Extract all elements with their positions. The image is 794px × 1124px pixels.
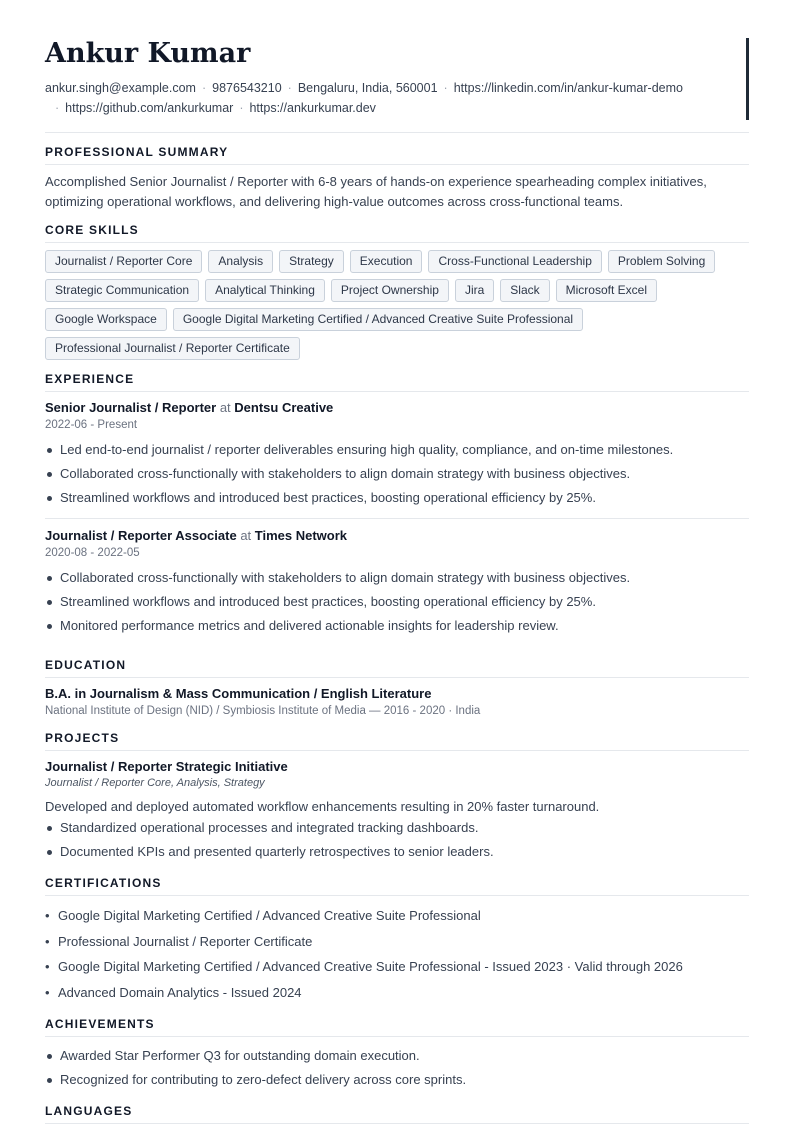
education-section: [45, 658, 749, 719]
job-entry: [45, 399, 749, 518]
contact-separator: ·: [287, 81, 292, 95]
certification-item: • Professional Journalist / Reporter Certificate: [45, 929, 749, 955]
achievements-list: [45, 1044, 749, 1092]
section-title: EXPERIENCE: [45, 372, 749, 392]
skill-chip: Microsoft Excel: [556, 279, 657, 302]
skill-chip: Google Digital Marketing Certified / Advanced Creative Suite Professional: [173, 308, 583, 331]
job-bullet: Collaborated cross-functionally with stakeholders to align domain strategy with business objectives.: [45, 462, 749, 486]
job-company: Times Network: [254, 528, 348, 543]
achievements-section: [45, 1017, 749, 1092]
section-title: LANGUAGES: [45, 1104, 749, 1124]
job-entry: [45, 518, 749, 646]
skill-chip: Google Workspace: [45, 308, 167, 331]
contact-separator: ·: [239, 101, 244, 115]
contact-separator: ·: [55, 101, 60, 115]
projects-section: [45, 731, 749, 864]
section-title: PROJECTS: [45, 731, 749, 751]
skill-chip: Analytical Thinking: [205, 279, 325, 302]
achievement-item: Recognized for contributing to zero-defect delivery across core sprints.: [45, 1068, 749, 1092]
website-link[interactable]: https://ankurkumar.dev: [249, 101, 376, 115]
job-dates: 2022-06 - Present: [45, 419, 138, 431]
summary-section: [45, 145, 749, 211]
skills-list: [45, 250, 749, 360]
phone-number: 9876543210: [212, 81, 282, 95]
job-bullet: Led end-to-end journalist / reporter deliverables ensuring high quality, compliance, and on-time milestones.: [45, 438, 749, 462]
job-at-word: at: [240, 528, 252, 543]
job-role: Journalist / Reporter Associate: [45, 528, 237, 543]
github-link[interactable]: https://github.com/ankurkumar: [65, 101, 234, 115]
job-heading: [45, 399, 749, 417]
skill-chip: Analysis: [208, 250, 273, 273]
location: Bengaluru, India, 560001: [297, 81, 438, 95]
skill-chip: Journalist / Reporter Core: [45, 250, 202, 273]
candidate-name: Ankur Kumar: [45, 38, 251, 69]
job-bullets: [45, 438, 749, 510]
job-bullets: [45, 566, 749, 638]
job-dates: 2020-08 - 2022-05: [45, 547, 140, 559]
certifications-list: [45, 903, 749, 1005]
achievement-item: Awarded Star Performer Q3 for outstanding domain execution.: [45, 1044, 749, 1068]
job-bullet: Monitored performance metrics and delivered actionable insights for leadership review.: [45, 614, 749, 638]
skills-section: [45, 223, 749, 360]
skill-chip: Professional Journalist / Reporter Certificate: [45, 337, 300, 360]
job-role: Senior Journalist / Reporter: [45, 400, 217, 415]
contact-info: [45, 78, 729, 98]
project-title: Journalist / Reporter Strategic Initiative: [45, 759, 288, 774]
job-bullet: Collaborated cross-functionally with stakeholders to align domain strategy with business objectives.: [45, 566, 749, 590]
degree-title: B.A. in Journalism & Mass Communication / English Literature: [45, 686, 432, 701]
skill-chip: Slack: [500, 279, 549, 302]
skill-chip: Strategic Communication: [45, 279, 199, 302]
email-link[interactable]: ankur.singh@example.com: [45, 81, 196, 95]
job-bullet: Streamlined workflows and introduced best practices, boosting operational efficiency by 25%.: [45, 486, 749, 510]
header-accent-bar: [746, 38, 749, 120]
skill-chip: Execution: [350, 250, 423, 273]
resume-header: [45, 38, 749, 133]
contact-info-line2: [45, 98, 729, 118]
section-title: CORE SKILLS: [45, 223, 749, 243]
section-title: PROFESSIONAL SUMMARY: [45, 145, 749, 165]
project-bullet: Documented KPIs and presented quarterly retrospectives to senior leaders.: [45, 840, 749, 864]
project-bullet: Standardized operational processes and integrated tracking dashboards.: [45, 816, 749, 840]
contact-separator: ·: [443, 81, 448, 95]
project-description: Developed and deployed automated workflow enhancements resulting in 20% faster turnaround.: [45, 799, 600, 814]
contact-separator: ·: [201, 81, 207, 95]
skill-chip: Problem Solving: [608, 250, 715, 273]
skill-chip: Cross-Functional Leadership: [428, 250, 601, 273]
experience-section: [45, 372, 749, 646]
certification-item: • Google Digital Marketing Certified / Advanced Creative Suite Professional: [45, 903, 749, 929]
education-details: National Institute of Design (NID) / Symbiosis Institute of Media — 2016 - 2020 · India: [45, 705, 481, 717]
summary-text: Accomplished Senior Journalist / Reporter with 6-8 years of hands-on experience spearheading complex initiatives, optimizing operational workflows, and delivering high-value outcomes across cross-functional teams.: [45, 174, 707, 209]
job-at-word: at: [219, 400, 231, 415]
section-title: EDUCATION: [45, 658, 749, 678]
job-heading: [45, 527, 749, 545]
project-bullets: [45, 816, 749, 864]
languages-section: [45, 1104, 749, 1124]
job-bullet: Streamlined workflows and introduced best practices, boosting operational efficiency by 25%.: [45, 590, 749, 614]
linkedin-link[interactable]: https://linkedin.com/in/ankur-kumar-demo: [453, 81, 683, 95]
skill-chip: Project Ownership: [331, 279, 449, 302]
job-company: Dentsu Creative: [234, 400, 334, 415]
project-tags: Journalist / Reporter Core, Analysis, Strategy: [45, 777, 265, 789]
skill-chip: Strategy: [279, 250, 344, 273]
section-title: ACHIEVEMENTS: [45, 1017, 749, 1037]
skill-chip: Jira: [455, 279, 494, 302]
section-title: CERTIFICATIONS: [45, 876, 749, 896]
certifications-section: [45, 876, 749, 1005]
certification-item: • Advanced Domain Analytics - Issued 2024: [45, 980, 749, 1006]
certification-item: • Google Digital Marketing Certified / Advanced Creative Suite Professional - Issued 2023 · Valid through 2026: [45, 954, 749, 980]
